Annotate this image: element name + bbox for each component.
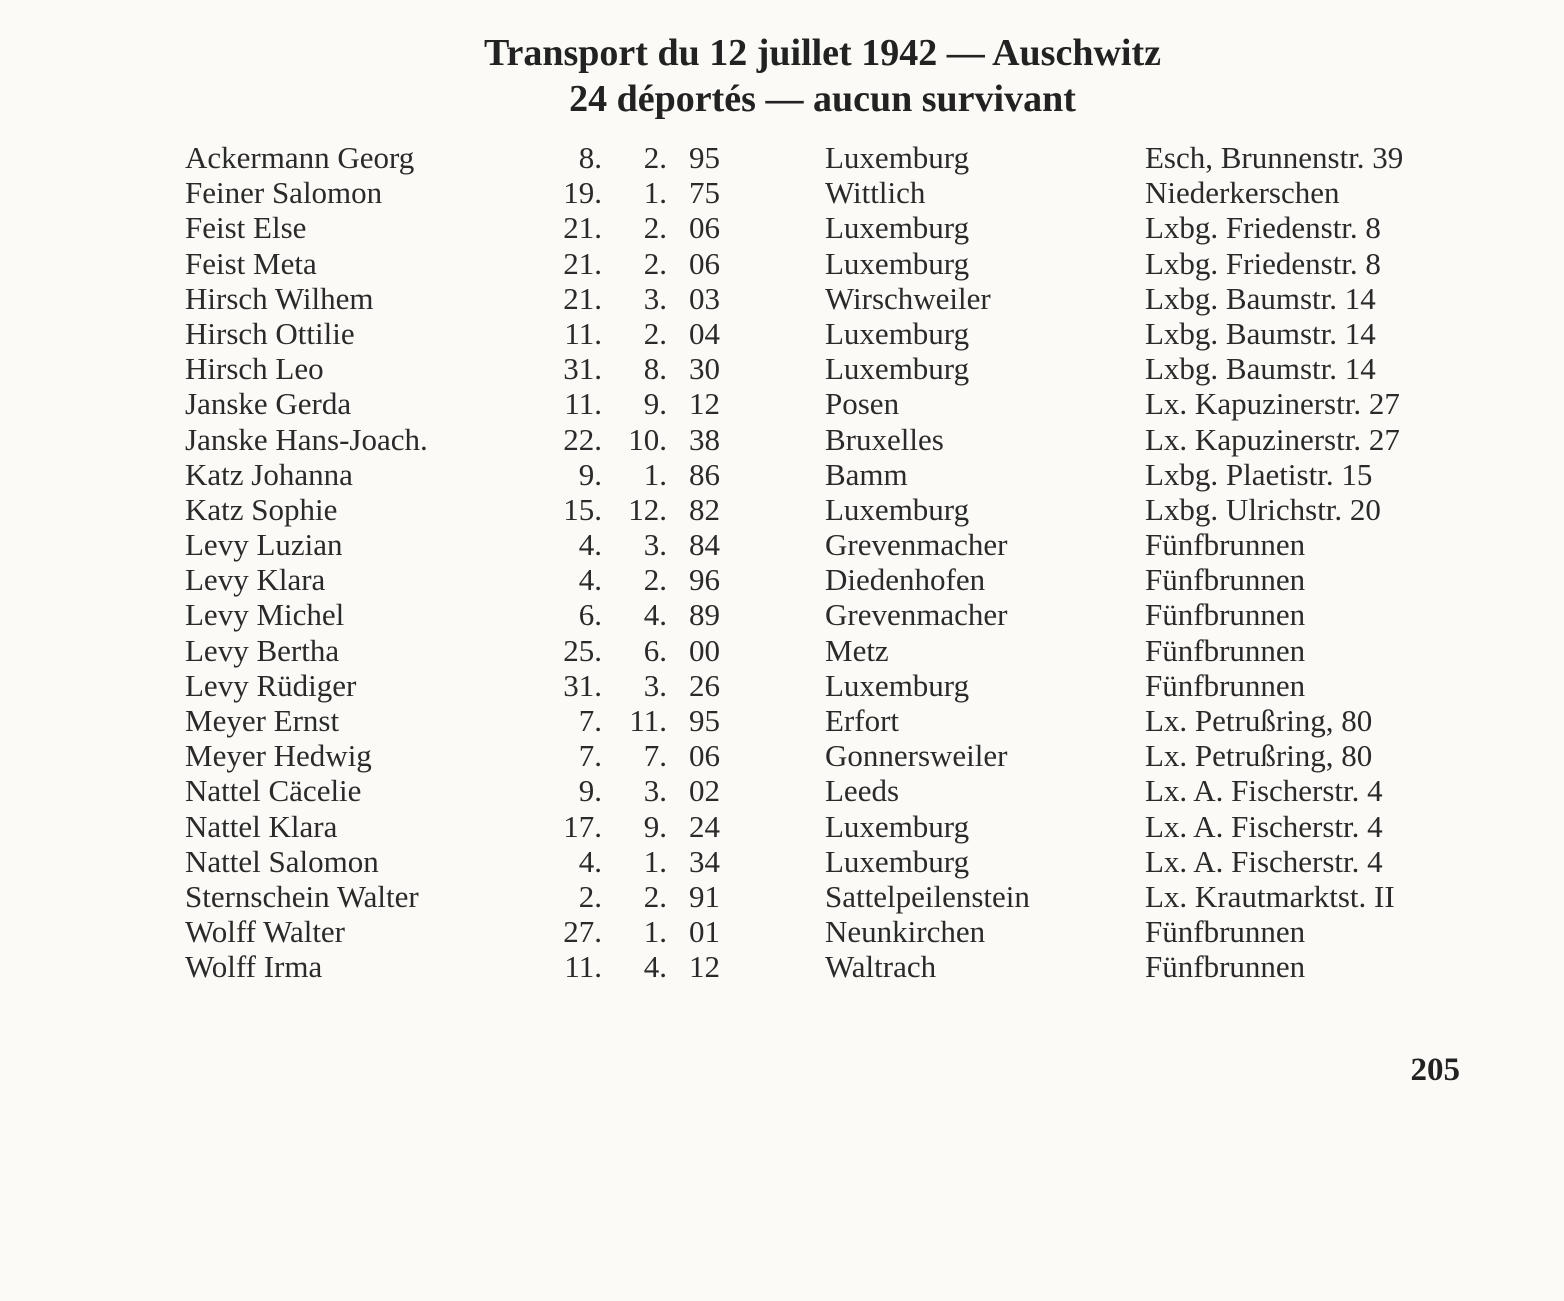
birth-day-cell: 17.: [563, 808, 602, 844]
name-cell: Janske Hans-Joach.: [185, 421, 428, 457]
birth-month-cell: 2.: [643, 245, 667, 281]
birth-year-cell: 96: [689, 562, 720, 598]
birth-month-cell: 2.: [643, 315, 667, 351]
birth-month-cell: 2.: [643, 562, 667, 598]
birth-year-cell: 06: [689, 210, 720, 246]
birth-month-cell: 10.: [628, 421, 667, 457]
birth-month-cell: 1.: [643, 843, 667, 879]
birth-day-cell: 4.: [578, 527, 602, 563]
birthplace-cell: Luxemburg: [825, 808, 970, 844]
birth-year-cell: 06: [689, 245, 720, 281]
birth-year-cell: 75: [689, 175, 720, 211]
birth-day-cell: 6.: [578, 597, 602, 633]
birth-day-cell: 4.: [578, 843, 602, 879]
birth-month-cell: 2.: [643, 210, 667, 246]
birth-month-cell: 4.: [643, 949, 667, 985]
address-cell: Lxbg. Baumstr. 14: [1145, 351, 1376, 387]
page-subtitle: 24 déportés — aucun survivant: [569, 78, 1076, 120]
name-cell: Meyer Hedwig: [185, 738, 372, 774]
birth-year-cell: 38: [689, 421, 720, 457]
name-cell: Meyer Ernst: [185, 703, 340, 738]
table-row: [0, 668, 1564, 703]
address-cell: Lxbg. Baumstr. 14: [1145, 315, 1376, 351]
birthplace-cell: Erfort: [825, 703, 900, 738]
table-row: [0, 281, 1564, 316]
name-cell: Hirsch Ottilie: [185, 315, 355, 351]
birth-year-cell: 95: [689, 703, 720, 738]
address-cell: Lxbg. Ulrichstr. 20: [1145, 491, 1381, 527]
birth-month-cell: 11.: [629, 703, 667, 738]
birth-year-cell: 02: [689, 773, 720, 809]
table-row: [0, 492, 1564, 527]
birth-day-cell: 4.: [578, 562, 602, 598]
address-cell: Fünfbrunnen: [1145, 527, 1306, 563]
address-cell: Fünfbrunnen: [1145, 632, 1306, 668]
title-block: [0, 30, 1564, 122]
birth-day-cell: 7.: [578, 738, 602, 774]
birth-month-cell: 3.: [643, 667, 667, 703]
birth-month-cell: 3.: [643, 527, 667, 563]
birth-day-cell: 27.: [563, 914, 602, 950]
birth-day-cell: 9.: [578, 456, 602, 492]
birthplace-cell: Grevenmacher: [825, 527, 1008, 563]
birth-year-cell: 03: [689, 280, 720, 316]
birth-day-cell: 19.: [563, 175, 602, 211]
birthplace-cell: Metz: [825, 632, 889, 668]
name-cell: Levy Klara: [185, 562, 326, 598]
address-cell: Lxbg. Friedenstr. 8: [1145, 245, 1381, 281]
name-cell: Hirsch Wilhem: [185, 280, 374, 316]
birthplace-cell: Leeds: [825, 773, 900, 809]
birth-day-cell: 31.: [563, 351, 602, 387]
birth-day-cell: 9.: [578, 773, 602, 809]
birth-month-cell: 12.: [628, 491, 667, 527]
address-cell: Lx. Petrußring, 80: [1145, 703, 1373, 738]
birthplace-cell: Luxemburg: [825, 245, 970, 281]
address-cell: Fünfbrunnen: [1145, 562, 1306, 598]
birth-day-cell: 7.: [578, 703, 602, 738]
name-cell: Feist Else: [185, 210, 307, 246]
birth-month-cell: 7.: [643, 738, 667, 774]
table-row: [0, 246, 1564, 281]
address-cell: Lx. Kapuzinerstr. 27: [1145, 421, 1400, 457]
address-cell: Fünfbrunnen: [1145, 949, 1306, 985]
page-number: 205: [1410, 1052, 1460, 1088]
birth-month-cell: 1.: [643, 175, 667, 211]
birth-day-cell: 11.: [564, 386, 602, 422]
birthplace-cell: Luxemburg: [825, 667, 970, 703]
birthplace-cell: Luxemburg: [825, 351, 970, 387]
address-cell: Esch, Brunnenstr. 39: [1145, 140, 1404, 175]
name-cell: Levy Luzian: [185, 527, 343, 563]
table-row: [0, 316, 1564, 351]
birth-year-cell: 06: [689, 738, 720, 774]
address-cell: Lxbg. Baumstr. 14: [1145, 280, 1376, 316]
birth-month-cell: 3.: [643, 280, 667, 316]
birthplace-cell: Waltrach: [825, 949, 937, 985]
name-cell: Wolff Irma: [185, 949, 323, 985]
table-row: [0, 703, 1564, 738]
birth-day-cell: 8.: [578, 140, 602, 175]
birth-month-cell: 9.: [643, 808, 667, 844]
address-cell: Niederkerschen: [1145, 175, 1340, 211]
birth-day-cell: 31.: [563, 667, 602, 703]
name-cell: Levy Michel: [185, 597, 345, 633]
birthplace-cell: Bruxelles: [825, 421, 944, 457]
name-cell: Nattel Salomon: [185, 843, 379, 879]
birth-year-cell: 26: [689, 667, 720, 703]
birth-day-cell: 2.: [578, 878, 602, 914]
name-cell: Levy Bertha: [185, 632, 340, 668]
birth-year-cell: 84: [689, 527, 720, 563]
table-row: [0, 386, 1564, 421]
birthplace-cell: Grevenmacher: [825, 597, 1008, 633]
address-cell: Lx. Krautmarktst. II: [1145, 878, 1395, 914]
birthplace-cell: Gonnersweiler: [825, 738, 1008, 774]
birthplace-cell: Luxemburg: [825, 210, 970, 246]
birth-month-cell: 1.: [643, 456, 667, 492]
birthplace-cell: Bamm: [825, 456, 908, 492]
name-cell: Feist Meta: [185, 245, 317, 281]
table-row: [0, 175, 1564, 210]
name-cell: Janske Gerda: [185, 386, 352, 422]
birth-month-cell: 4.: [643, 597, 667, 633]
name-cell: Levy Rüdiger: [185, 667, 357, 703]
name-cell: Sternschein Walter: [185, 878, 419, 914]
birthplace-cell: Wirschweiler: [825, 280, 991, 316]
name-cell: Ackermann Georg: [185, 140, 415, 175]
birth-day-cell: 15.: [563, 491, 602, 527]
table-row: [0, 949, 1564, 984]
address-cell: Fünfbrunnen: [1145, 914, 1306, 950]
table-row: [0, 140, 1564, 175]
birthplace-cell: Luxemburg: [825, 315, 970, 351]
birthplace-cell: Luxemburg: [825, 140, 970, 175]
birth-day-cell: 22.: [563, 421, 602, 457]
birth-day-cell: 21.: [563, 280, 602, 316]
birthplace-cell: Wittlich: [825, 175, 926, 211]
birth-year-cell: 34: [689, 843, 720, 879]
name-cell: Nattel Klara: [185, 808, 338, 844]
birth-year-cell: 95: [689, 140, 720, 175]
birth-month-cell: 1.: [643, 914, 667, 950]
table-row: [0, 527, 1564, 562]
birth-month-cell: 9.: [643, 386, 667, 422]
birth-year-cell: 30: [689, 351, 720, 387]
birth-year-cell: 12: [689, 949, 720, 985]
birth-day-cell: 21.: [563, 245, 602, 281]
birth-day-cell: 11.: [564, 949, 602, 985]
address-cell: Fünfbrunnen: [1145, 667, 1306, 703]
table-row: [0, 773, 1564, 808]
name-cell: Wolff Walter: [185, 914, 346, 950]
table-row: [0, 914, 1564, 949]
birth-month-cell: 6.: [643, 632, 667, 668]
table-row: [0, 879, 1564, 914]
name-cell: Katz Sophie: [185, 491, 338, 527]
address-cell: Lx. A. Fischerstr. 4: [1145, 843, 1383, 879]
birthplace-cell: Luxemburg: [825, 491, 970, 527]
birth-month-cell: 2.: [643, 140, 667, 175]
address-cell: Lxbg. Friedenstr. 8: [1145, 210, 1381, 246]
birthplace-cell: Luxemburg: [825, 843, 970, 879]
address-cell: Fünfbrunnen: [1145, 597, 1306, 633]
address-cell: Lx. Kapuzinerstr. 27: [1145, 386, 1400, 422]
address-cell: Lx. A. Fischerstr. 4: [1145, 773, 1383, 809]
birth-year-cell: 24: [689, 808, 720, 844]
birth-month-cell: 2.: [643, 878, 667, 914]
table-row: [0, 597, 1564, 632]
table-row: [0, 809, 1564, 844]
name-cell: Nattel Cäcelie: [185, 773, 362, 809]
birth-day-cell: 11.: [564, 315, 602, 351]
birth-year-cell: 91: [689, 878, 720, 914]
birthplace-cell: Sattelpeilenstein: [825, 878, 1030, 914]
birth-day-cell: 21.: [563, 210, 602, 246]
address-cell: Lxbg. Plaetistr. 15: [1145, 456, 1373, 492]
birth-month-cell: 8.: [643, 351, 667, 387]
birth-year-cell: 00: [689, 632, 720, 668]
name-cell: Feiner Salomon: [185, 175, 383, 211]
table-row: [0, 633, 1564, 668]
name-cell: Hirsch Leo: [185, 351, 324, 387]
name-cell: Katz Johanna: [185, 456, 353, 492]
address-cell: Lx. Petrußring, 80: [1145, 738, 1373, 774]
address-cell: Lx. A. Fischerstr. 4: [1145, 808, 1383, 844]
table-row: [0, 351, 1564, 386]
birthplace-cell: Diedenhofen: [825, 562, 986, 598]
page-title: Transport du 12 juillet 1942 — Auschwitz: [483, 32, 1161, 74]
deportee-roster: [0, 140, 1564, 985]
birth-year-cell: 89: [689, 597, 720, 633]
table-row: [0, 738, 1564, 773]
birth-year-cell: 86: [689, 456, 720, 492]
birth-year-cell: 82: [689, 491, 720, 527]
birthplace-cell: Posen: [825, 386, 900, 422]
table-row: [0, 562, 1564, 597]
birth-month-cell: 3.: [643, 773, 667, 809]
table-row: [0, 844, 1564, 879]
table-row: [0, 422, 1564, 457]
birth-year-cell: 12: [689, 386, 720, 422]
table-row: [0, 457, 1564, 492]
birth-year-cell: 01: [689, 914, 720, 950]
birthplace-cell: Neunkirchen: [825, 914, 986, 950]
birth-day-cell: 25.: [563, 632, 602, 668]
table-row: [0, 210, 1564, 245]
birth-year-cell: 04: [689, 315, 720, 351]
